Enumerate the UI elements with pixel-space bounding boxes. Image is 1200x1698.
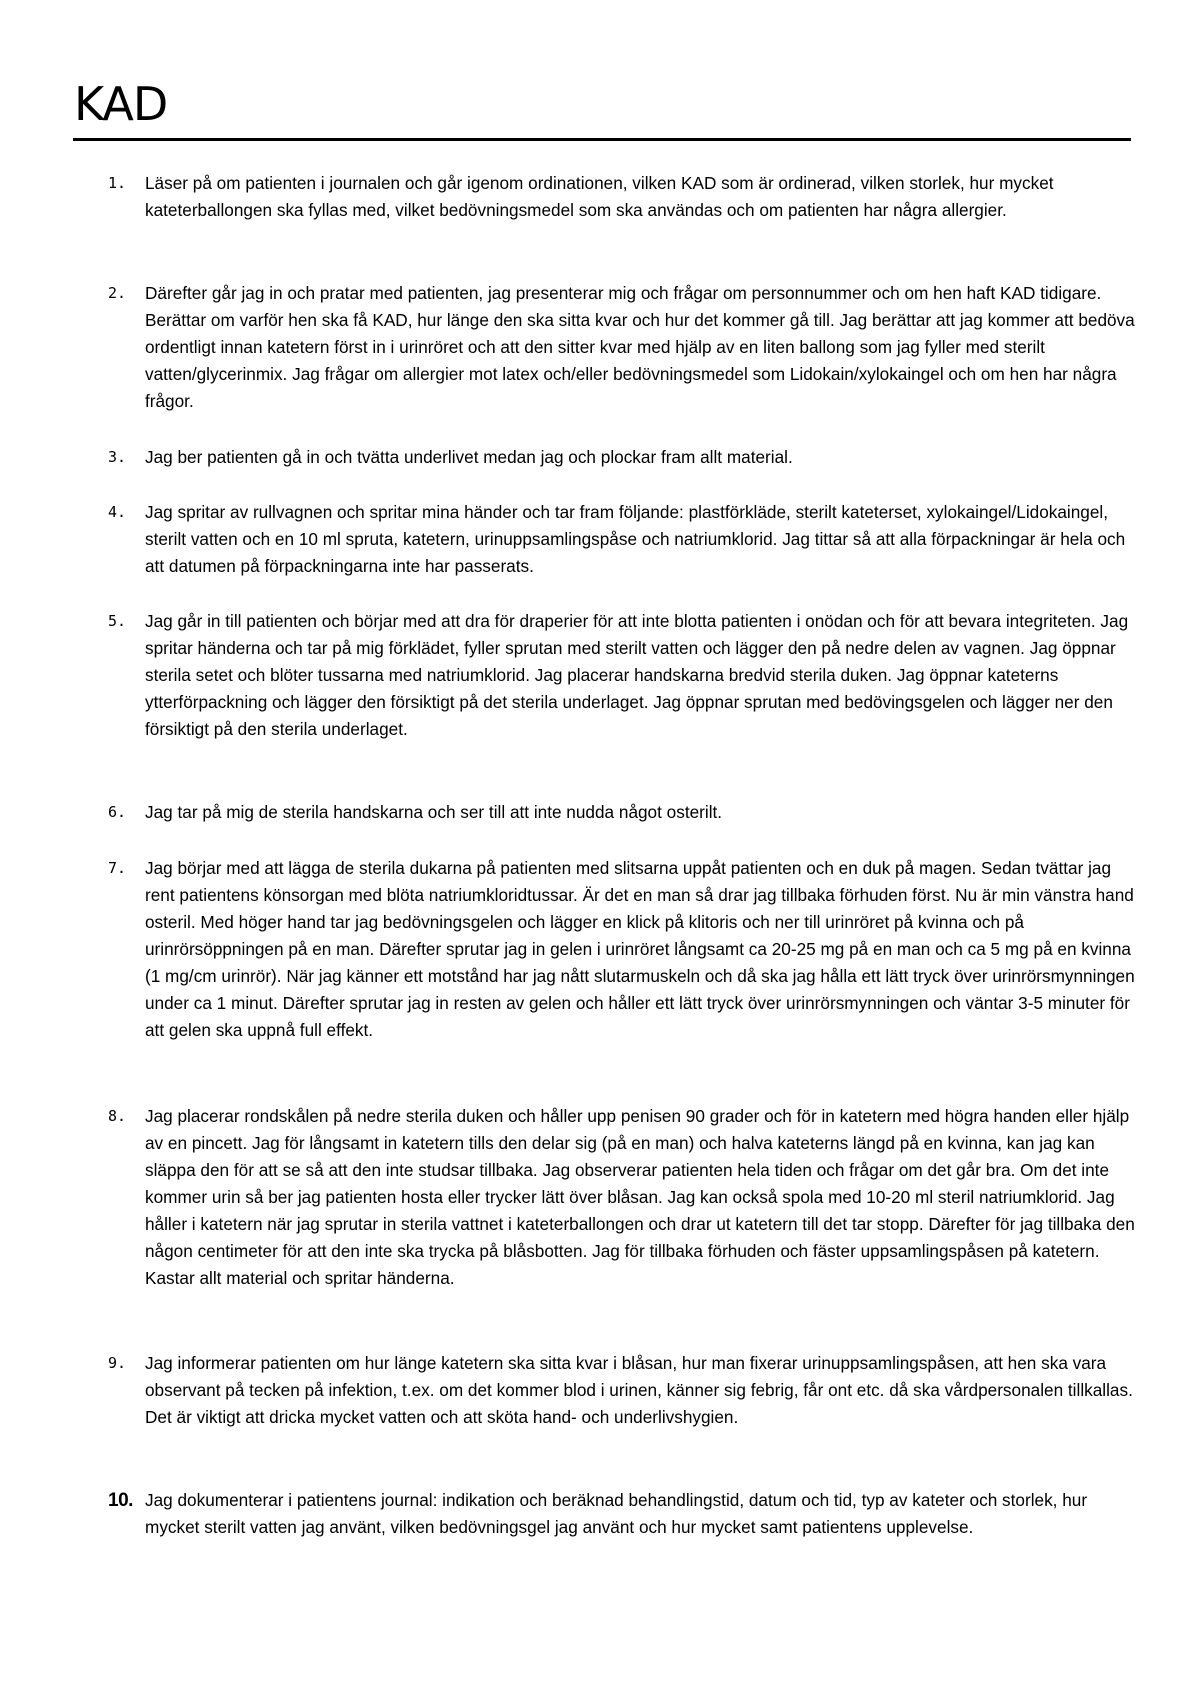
step-text: Jag går in till patienten och börjar med att dra för draperier för att inte blotta patienten i onödan och för att bevara integriteten. Jag spritar händerna och tar på mig förklädet, fyller sprutan med sterilt vatten och lägger den på nedre delen av vagnen. Jag öppnar sterila setet och blöter tussarna med natriumklorid. Jag placerar handskarna bredvid sterila duken. Jag öppnar kateterns ytterförpackning och lägger den försiktigt på det sterila underlaget. Jag öppnar sprutan med bedövingsgelen och lägger ner den försiktigt på den sterila underlaget.	[145, 611, 1129, 739]
step-number: 3.	[108, 448, 127, 466]
step-text: Jag placerar rondskålen på nedre sterila duken och håller upp penisen 90 grader och för in katetern med högra handen eller hjälp av en pincett. Jag för långsamt in katetern tills den delar sig (på en man) och halva kateterns längd på en kvinna, kan jag kan släppa den för att se så att den inte studsar tillbaka. Jag observerar patienten hela tiden och frågar om det går bra. Om det inte kommer urin så ber jag patienten hosta eller trycker lätt över blåsan. Jag kan också spola med 10-20 ml steril natriumklorid. Jag håller i katetern när jag sprutar in sterila vattnet i kateterballongen och drar ut katetern till det tar stopp. Därefter för jag tillbaka den någon centimeter för att den inte ska trycka på blåsbotten. Jag för tillbaka förhuden och fäster uppsamlingspåsen på katetern. Kastar allt material och spritar händerna.	[145, 1106, 1135, 1288]
step-text: Jag spritar av rullvagnen och spritar mina händer och tar fram följande: plastförkläde, sterilt kateterset, xylokaingel/Lidokaingel, sterilt vatten och en 10 ml spruta, katetern, urinuppsamlingspåse och natriumklorid. Jag tittar så att alla förpackningar är hela och att datumen på förpackningarna inte har passerats.	[145, 502, 1126, 576]
step-text: Jag informerar patienten om hur länge katetern ska sitta kvar i blåsan, hur man fixerar urinuppsamlingspåsen, att hen ska vara observant på tecken på infektion, t.ex. om det kommer blod i urinen, känner sig febrig, får ont etc. då ska vårdpersonalen tillkallas. Det är viktigt att dricka mycket vatten och att sköta hand- och underlivshygien.	[145, 1353, 1133, 1427]
step-number: 10.	[108, 1490, 133, 1511]
step-text: Därefter går jag in och pratar med patienten, jag presenterar mig och frågar om personnummer och om hen haft KAD tidigare. Berättar om varför hen ska få KAD, hur länge den ska sitta kvar och hur det kommer gå till. Jag berättar att jag kommer att bedöva ordentligt innan katetern först in i urinröret och att den sitter kvar med hjälp av en liten ballong som jag fyller med sterilt vatten/glycerinmix. Jag frågar om allergier mot latex och/eller bedövningsmedel som Lidokain/xylokaingel och om hen har några frågor.	[145, 283, 1135, 411]
step-text: Jag ber patienten gå in och tvätta underlivet medan jag och plockar fram allt material.	[145, 447, 793, 467]
step-text: Läser på om patienten i journalen och går igenom ordinationen, vilken KAD som är ordinerad, vilken storlek, hur mycket kateterballongen ska fyllas med, vilket bedövningsmedel som ska användas och om patienten har några allergier.	[145, 173, 1054, 220]
step-number: 7.	[108, 859, 127, 877]
step-number: 4.	[108, 503, 127, 521]
step-text: Jag börjar med att lägga de sterila dukarna på patienten med slitsarna uppåt patienten och en duk på magen. Sedan tvättar jag rent patientens könsorgan med blöta natriumkloridtussar. Är det en man så drar jag tillbaka förhuden först. Nu är min vänstra hand osteril. Med höger hand tar jag bedövningsgelen och lägger en klick på klitoris och ner till urinröret på kvinna och på urinrörsöppningen på en man. Därefter sprutar jag in gelen i urinröret långsamt ca 20-25 mg på en man och ca 5 mg på en kvinna (1 mg/cm urinrör). När jag känner ett motstånd har jag nått slutarmuskeln och då ska jag hålla ett lätt tryck över urinrörsmynningen under ca 1 minut. Därefter sprutar jag in resten av gelen och håller ett lätt tryck över urinrörsmynningen och väntar 3-5 minuter för att gelen ska uppnå full effekt.	[145, 858, 1135, 1040]
step-number: 9.	[108, 1354, 127, 1372]
step-number: 6.	[108, 803, 127, 821]
step-number: 5.	[108, 612, 127, 630]
step-number: 8.	[108, 1107, 127, 1125]
step-number: 1.	[108, 174, 127, 192]
step-number: 2.	[108, 284, 127, 302]
title-underline	[73, 138, 1131, 141]
step-text: Jag dokumenterar i patientens journal: indikation och beräknad behandlingstid, datum och tid, typ av kateter och storlek, hur mycket sterilt vatten jag använt, vilken bedövningsgel jag använt och hur mycket samt patientens upplevelse.	[145, 1490, 1088, 1537]
page-title: KAD	[74, 77, 168, 131]
step-text: Jag tar på mig de sterila handskarna och ser till att inte nudda något osterilt.	[145, 802, 723, 822]
